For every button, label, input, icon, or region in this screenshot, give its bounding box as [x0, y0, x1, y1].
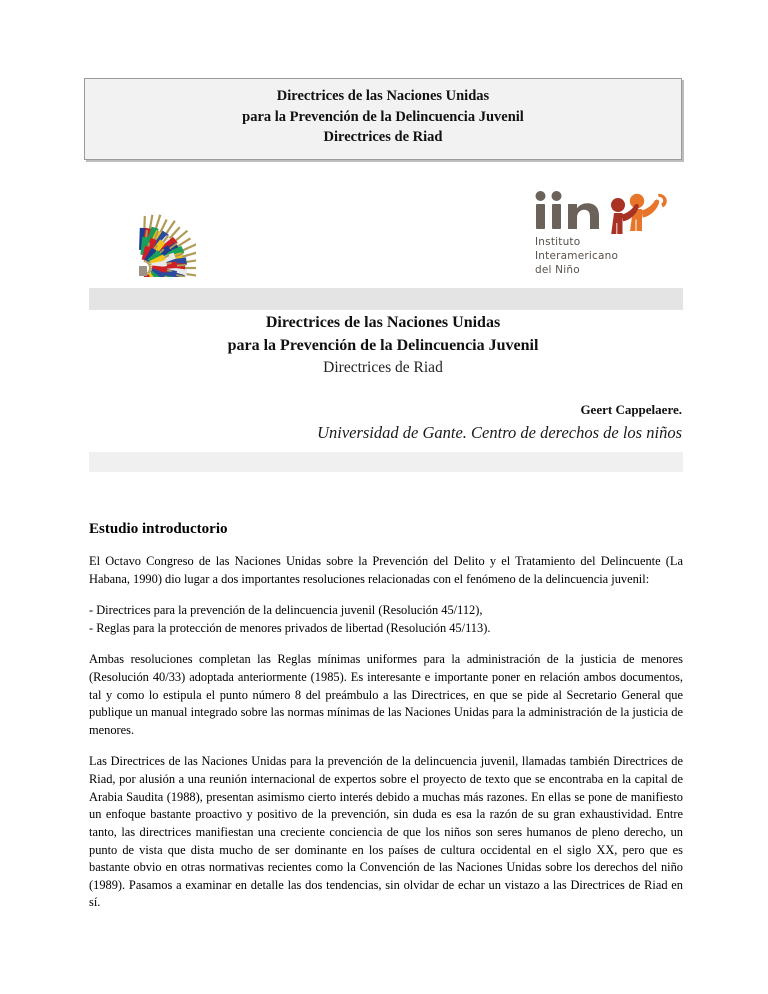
author-affiliation: Universidad de Gante. Centro de derechos de los niños — [317, 422, 682, 442]
paragraph-2: Ambas resoluciones completan las Reglas mínimas uniformes para la administración de la justicia de menores (Resolución 40/33) adoptada anteriormente (1985). Es interesante e importante poner en relación ambos documentos, tal y como lo estipula el punto número 8 del preámbulo a las Directrices, en que se pide al Secretario General que publique un manual integrado sobre las normas mínimas de las Naciones Unidas para la administración de la justicia de menores. — [89, 652, 683, 737]
iin-subtitle — [535, 236, 618, 278]
iin-wordmark-icon — [532, 188, 688, 236]
document-title-text — [242, 86, 524, 148]
resolution-list — [89, 602, 683, 637]
list-item: - Reglas para la protección de menores privados de libertad (Resolución 45/113). — [89, 620, 491, 635]
iin-subtitle-line-1: Instituto — [535, 236, 581, 248]
main-heading-line-1: Directrices de las Naciones Unidas — [265, 314, 501, 331]
united-nations-flags-logo-icon — [90, 182, 196, 277]
main-heading — [84, 312, 682, 380]
title-box-line-3: Directrices de Riad — [323, 129, 443, 146]
main-heading-subtitle: Directrices de Riad — [323, 359, 443, 377]
separator-band-bottom — [89, 452, 683, 472]
separator-band-top — [89, 288, 683, 310]
body-content — [89, 521, 683, 912]
document-title-box — [84, 78, 682, 160]
list-item: - Directrices para la prevención de la delincuencia juvenil (Resolución 45/112), — [89, 603, 483, 618]
title-box-line-1: Directrices de las Naciones Unidas — [276, 88, 490, 104]
paragraph-1: El Octavo Congreso de las Naciones Unidas sobre la Prevención del Delito y el Tratamiento del Delincuente (La Habana, 1990) dio lugar a dos importantes resoluciones relacionadas con el fenómeno de la delincuencia juvenil: — [89, 554, 683, 586]
main-heading-line-2: para la Prevención de la Delincuencia Juvenil — [227, 336, 539, 354]
iin-logo — [528, 186, 688, 276]
author-name: Geert Cappelaere. — [580, 402, 682, 417]
title-box-line-2: para la Prevención de la Delincuencia Juvenil — [242, 108, 524, 125]
paragraph-3: Las Directrices de las Naciones Unidas para la prevención de la delincuencia juvenil, llamadas también Directrices de Riad, por alusión a una reunión internacional de expertos sobre el proyecto de texto que se encontraba en la capital de Arabia Saudita (1988), presentan asimismo cierto interés debido a muchas más razones. En ellas se pone de manifiesto un enfoque bastante proactivo y positivo de la prevención, sin duda es esa la razón de su gran exhaustividad. Entre tanto, las directrices manifiestan una creciente conciencia de que los niños son seres humanos de pleno derecho, un punto de vista que dista mucho de ser dominante en los países de cultura occidental en el siglo XX, pero que es bastante obvio en otras normativas recientes como la Convención de las Naciones Unidas sobre los derechos del niño (1989). Pasamos a examinar en detalle las dos tendencias, sin olvidar de echar un vistazo a las Directrices de Riad en sí. — [89, 754, 683, 910]
section-title: Estudio introductorio — [89, 521, 228, 537]
logo-row — [0, 178, 768, 283]
author-block — [84, 400, 682, 445]
iin-subtitle-line-2: Interamericano — [535, 249, 619, 262]
iin-subtitle-line-3: del Niño — [535, 263, 580, 276]
